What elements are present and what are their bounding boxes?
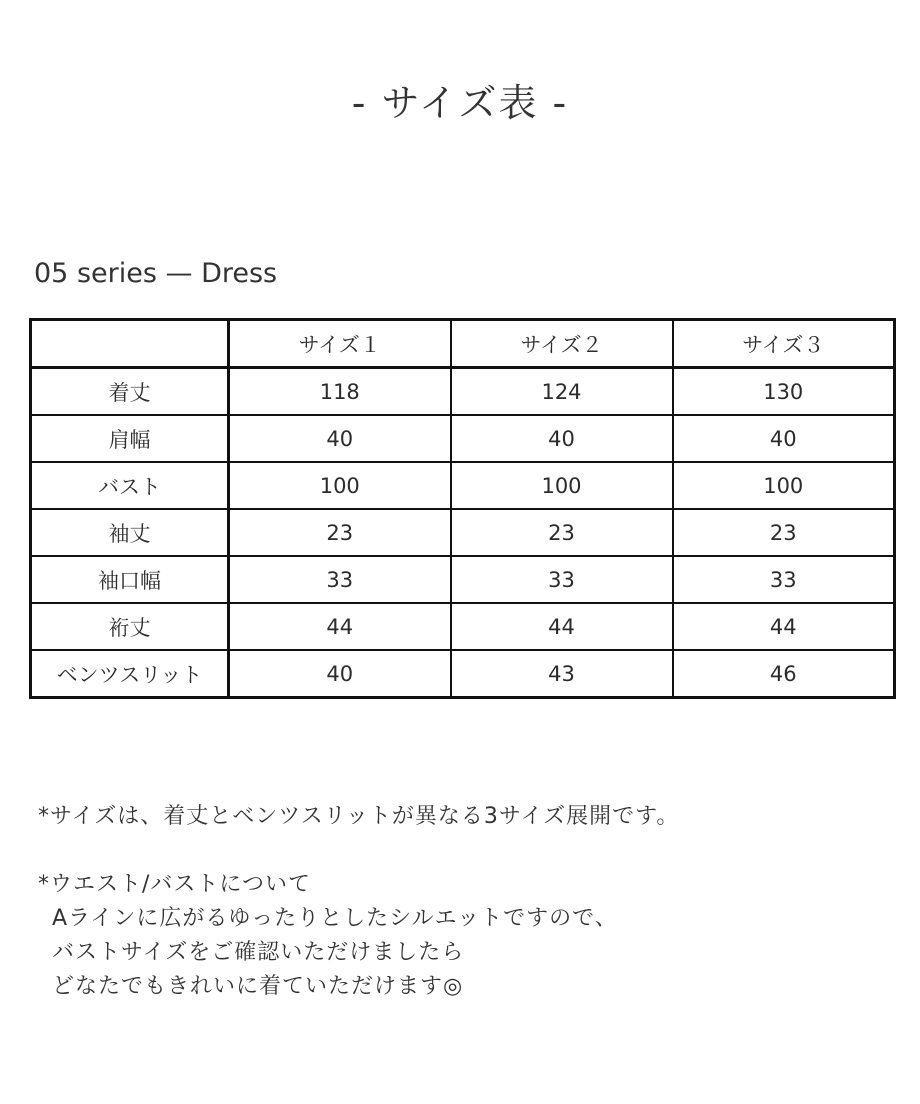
- row-label: 袖口幅: [31, 556, 229, 603]
- table-row: [31, 368, 895, 416]
- table-cell: 33: [229, 556, 451, 603]
- column-header-size-2: サイズ２: [451, 320, 673, 368]
- table-cell: 23: [451, 509, 673, 556]
- table-row: [31, 603, 895, 650]
- table-cell: 100: [673, 462, 895, 509]
- table-cell: 100: [229, 462, 451, 509]
- section-title: 05 series — Dress: [34, 258, 278, 289]
- table-cell: 40: [229, 415, 451, 462]
- table-cell: 40: [673, 415, 895, 462]
- row-label: バスト: [31, 462, 229, 509]
- row-label: 着丈: [31, 368, 229, 416]
- table-cell: 44: [229, 603, 451, 650]
- table-cell: 130: [673, 368, 895, 416]
- table-corner-cell: [31, 320, 229, 368]
- table-row: [31, 462, 895, 509]
- table-cell: 33: [673, 556, 895, 603]
- column-header-size-3: サイズ３: [673, 320, 895, 368]
- table-cell: 124: [451, 368, 673, 416]
- row-label: 肩幅: [31, 415, 229, 462]
- waist-bust-note-line: どなたでもきれいに着ていただけます◎: [52, 974, 464, 999]
- table-cell: 23: [673, 509, 895, 556]
- table-cell: 118: [229, 368, 451, 416]
- table-cell: 44: [673, 603, 895, 650]
- notes: [38, 800, 679, 1004]
- table-cell: 43: [451, 650, 673, 698]
- table-cell: 100: [451, 462, 673, 509]
- waist-bust-note-line: バストサイズをご確認いただけましたら: [52, 940, 465, 965]
- row-label: 袖丈: [31, 509, 229, 556]
- table-cell: 40: [451, 415, 673, 462]
- waist-bust-note-heading: *ウエスト/バストについて: [38, 872, 311, 897]
- table-row: [31, 650, 895, 698]
- waist-bust-note-line: Aラインに広がるゆったりとしたシルエットですので、: [52, 906, 618, 931]
- row-label: 裄丈: [31, 603, 229, 650]
- table-header-row: [31, 320, 895, 368]
- row-label: ベンツスリット: [31, 650, 229, 698]
- table-row: [31, 556, 895, 603]
- size-range-note: *サイズは、着丈とベンツスリットが異なる3サイズ展開です。: [38, 804, 680, 829]
- table-cell: 23: [229, 509, 451, 556]
- spacer: [38, 834, 679, 868]
- table-row: [31, 415, 895, 462]
- table-cell: 44: [451, 603, 673, 650]
- size-table: [29, 318, 896, 699]
- page-title: - サイズ表 -: [351, 81, 569, 125]
- table-cell: 46: [673, 650, 895, 698]
- table-row: [31, 509, 895, 556]
- table-cell: 33: [451, 556, 673, 603]
- table-cell: 40: [229, 650, 451, 698]
- column-header-size-1: サイズ１: [229, 320, 451, 368]
